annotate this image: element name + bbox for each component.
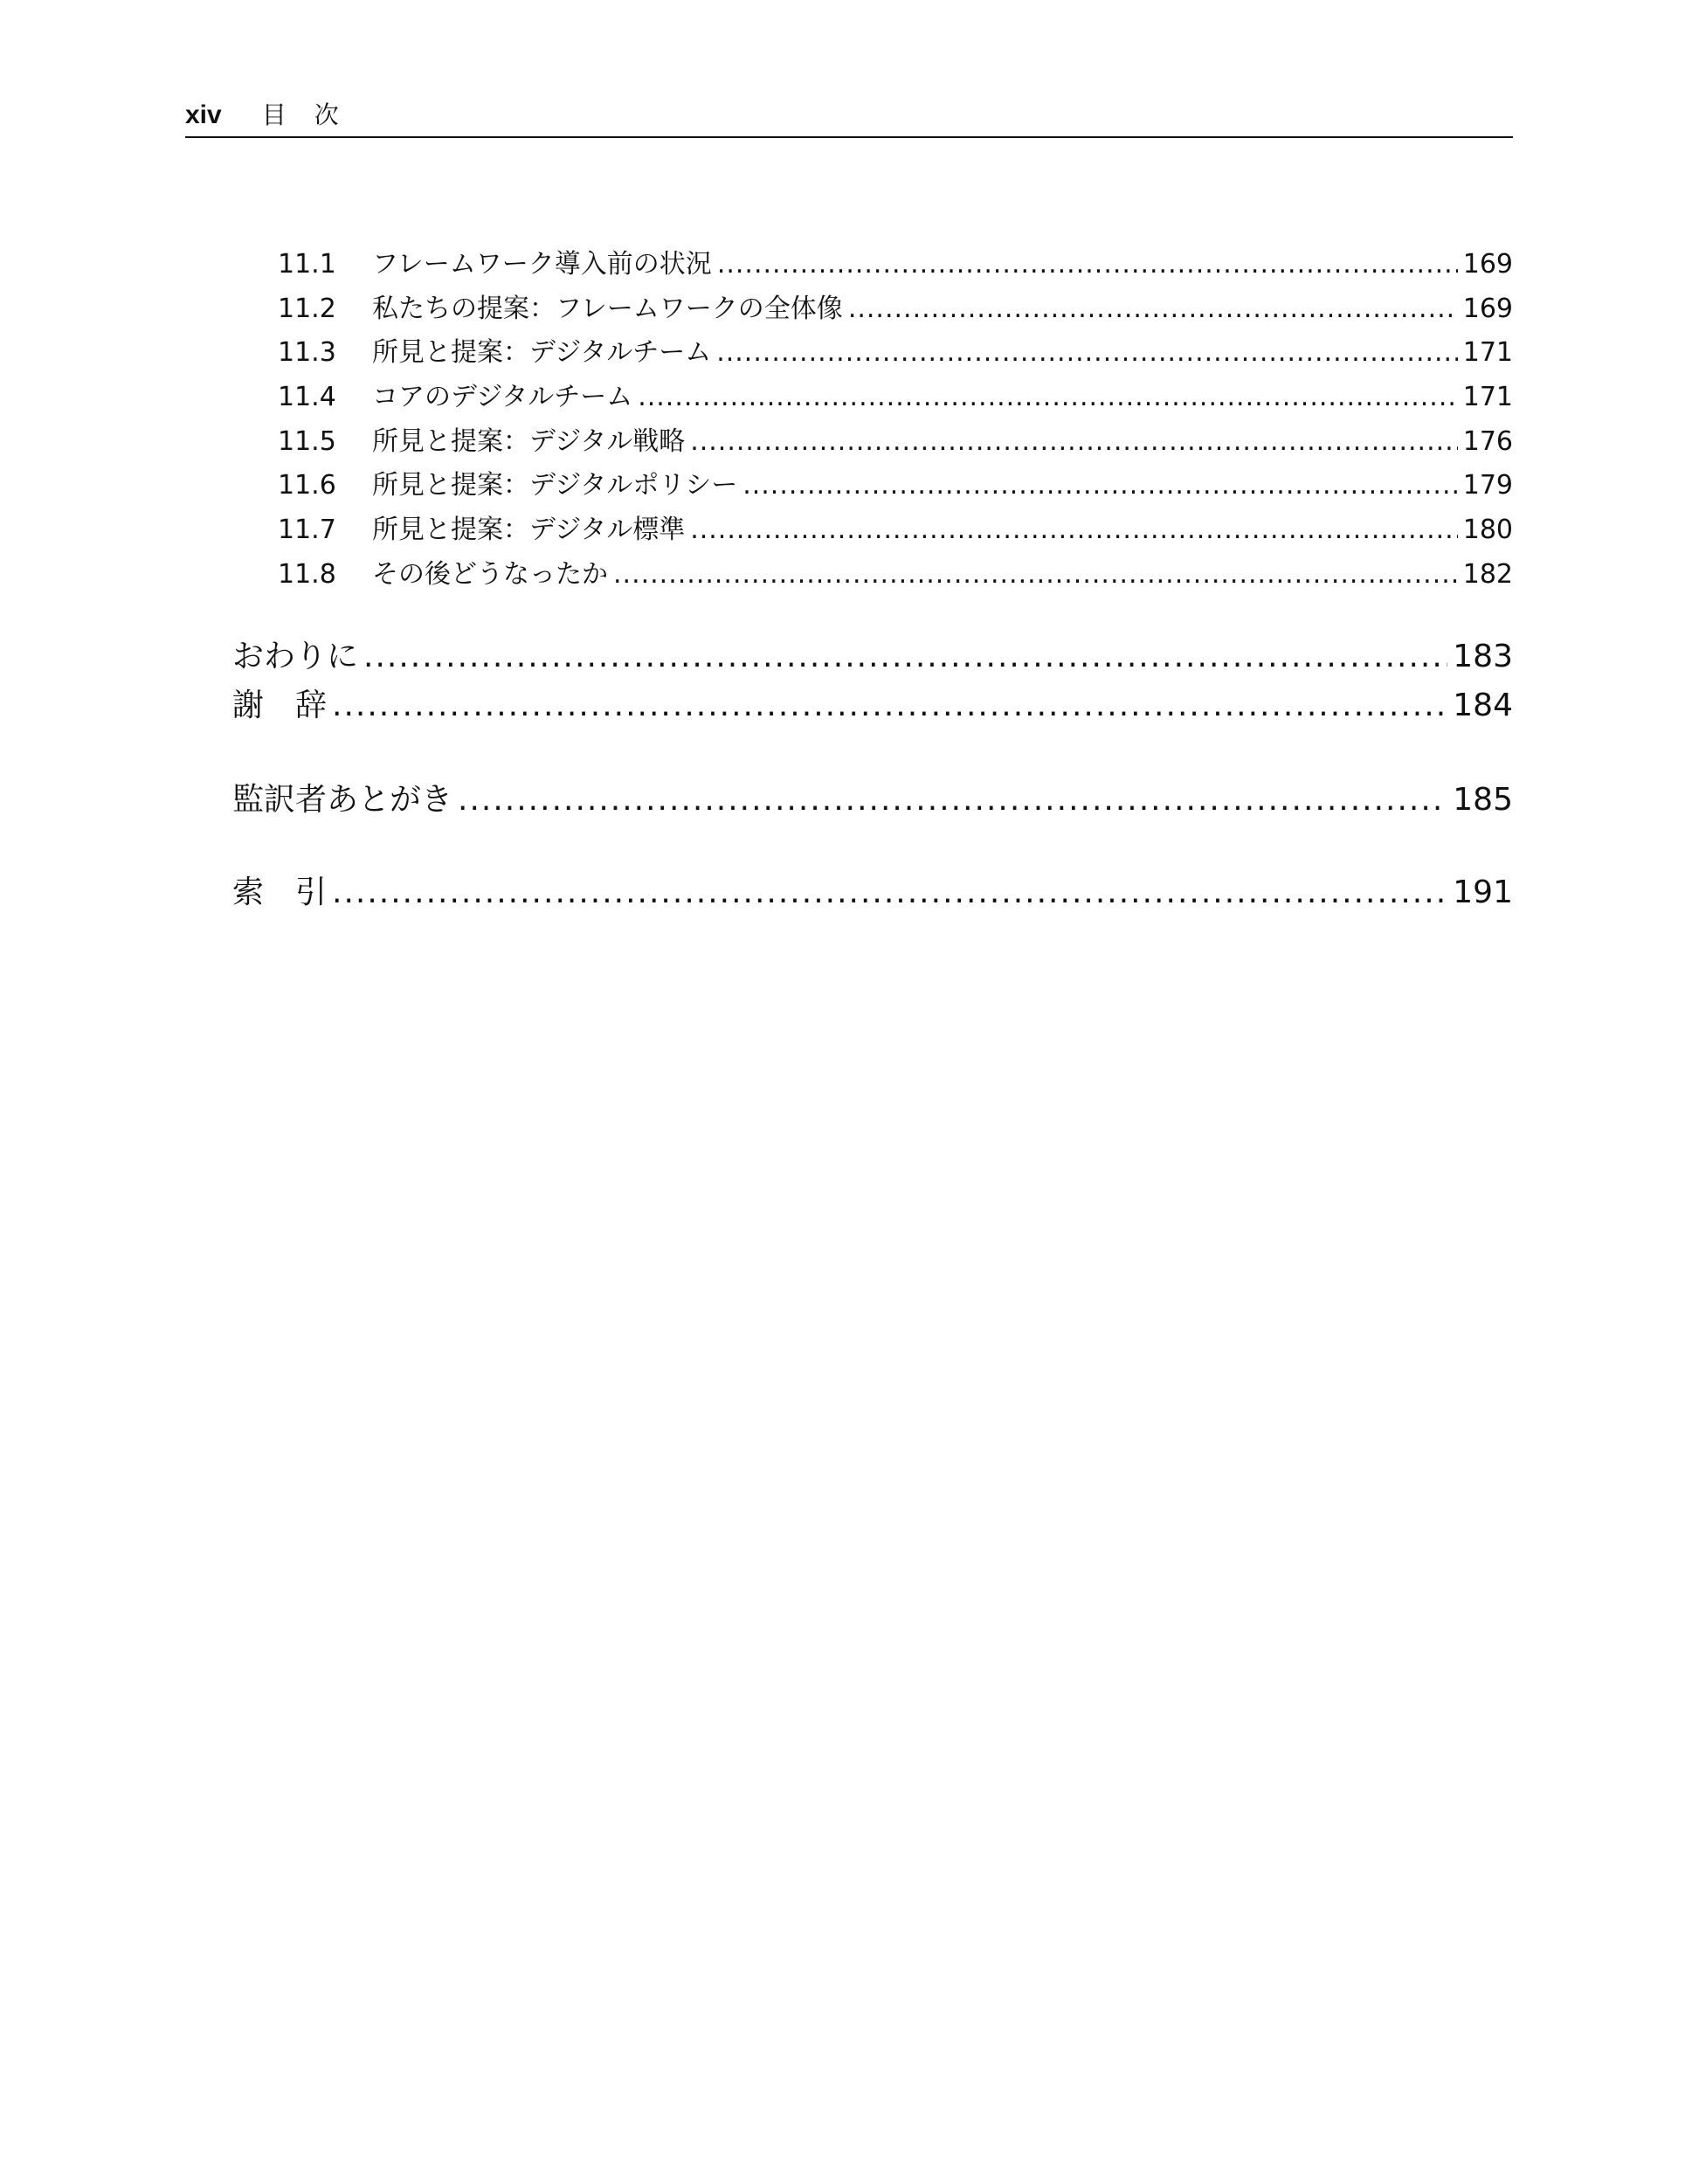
page-ref: 191 (1453, 874, 1513, 910)
section-title: 所見と提案：デジタル戦略 (372, 425, 686, 457)
toc-entry[interactable] (278, 376, 1513, 420)
page-ref: 179 (1462, 470, 1513, 501)
major-entries-group (232, 632, 1513, 730)
dot-leader (717, 243, 1458, 287)
major-entries-group (232, 868, 1513, 917)
section-number: 11.3 (278, 337, 336, 369)
page-ref: 185 (1453, 782, 1513, 818)
major-title: 謝 辞 (232, 688, 328, 723)
section-title: 所見と提案：デジタル標準 (372, 515, 686, 546)
subsection-list (278, 243, 1513, 598)
page-ref: 182 (1462, 558, 1513, 590)
page-ref: 171 (1462, 382, 1513, 413)
dot-leader (332, 681, 1447, 730)
toc-entry[interactable] (278, 331, 1513, 376)
section-title: 私たちの提案：フレームワークの全体像 (372, 293, 843, 324)
page-ref: 169 (1462, 293, 1513, 324)
section-number: 11.1 (278, 249, 336, 280)
page-ref: 171 (1462, 337, 1513, 369)
toc-entry[interactable] (278, 420, 1513, 465)
section-title: その後どうなったか (372, 558, 608, 590)
toc-major-entry[interactable] (232, 681, 1513, 730)
dot-leader (638, 376, 1458, 419)
major-title: 監訳者あとがき (232, 782, 453, 818)
toc-entry[interactable] (278, 243, 1513, 287)
section-number: 11.8 (278, 558, 336, 590)
page-ref: 169 (1462, 249, 1513, 280)
toc-major-entry[interactable] (232, 776, 1513, 825)
toc-entry[interactable] (278, 287, 1513, 332)
section-number: 11.7 (278, 515, 336, 546)
toc-entry[interactable] (278, 508, 1513, 553)
page-ref: 176 (1462, 425, 1513, 457)
toc-entry[interactable] (278, 464, 1513, 508)
major-entries-group (232, 776, 1513, 825)
running-header (185, 98, 1513, 138)
dot-leader (716, 331, 1458, 375)
dot-leader (848, 287, 1458, 331)
dot-leader (690, 420, 1458, 464)
dot-leader (613, 553, 1458, 597)
page-ref: 184 (1453, 688, 1513, 723)
page-ref: 183 (1453, 639, 1513, 674)
section-title: 所見と提案：デジタルチーム (372, 337, 712, 369)
section-number: 11.4 (278, 382, 336, 413)
page-ref: 180 (1462, 515, 1513, 546)
dot-leader (458, 776, 1447, 825)
header-title: 目 次 (261, 100, 341, 129)
dot-leader (742, 464, 1458, 508)
section-number: 11.6 (278, 470, 336, 501)
toc-entry[interactable] (278, 553, 1513, 598)
section-title: 所見と提案：デジタルポリシー (372, 470, 738, 501)
section-title: コアのデジタルチーム (372, 382, 633, 413)
page-number: xiv (185, 100, 222, 129)
section-title: フレームワーク導入前の状況 (372, 249, 712, 280)
section-number: 11.2 (278, 293, 336, 324)
toc-major-entry[interactable] (232, 632, 1513, 681)
major-title: おわりに (232, 639, 359, 674)
section-number: 11.5 (278, 425, 336, 457)
dot-leader (332, 868, 1447, 917)
major-title: 索 引 (232, 874, 328, 910)
dot-leader (363, 632, 1447, 681)
toc-major-entry[interactable] (232, 868, 1513, 917)
dot-leader (690, 508, 1458, 552)
